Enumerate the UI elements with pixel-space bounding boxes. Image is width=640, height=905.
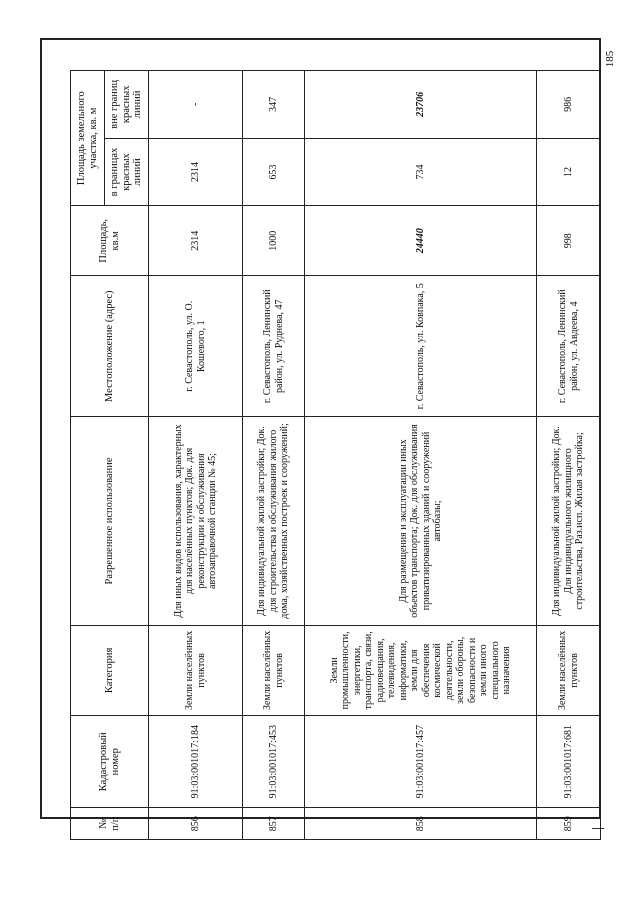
- header-num: № п/п: [71, 808, 149, 840]
- cell-outside: -: [149, 71, 243, 139]
- cell-category: Земли населённых пунктов: [537, 625, 601, 715]
- cell-within: 734: [305, 138, 537, 206]
- table-row: [537, 71, 601, 840]
- cell-num: 859: [537, 808, 601, 840]
- cell-outside: 347: [243, 71, 305, 139]
- cell-location: г. Севастополь, ул. Ковпака, 5: [305, 276, 537, 417]
- cell-cadastral: 91:03:001017:184: [149, 715, 243, 807]
- cell-cadastral: 91:03:001017:681: [537, 715, 601, 807]
- cell-usage: Для размещения и эксплуатации иных объектов транспорта; Док. для обслуживания приватизированных зданий и сооружений автобазы;: [305, 417, 537, 626]
- cell-area: 998: [537, 206, 601, 276]
- cell-within: 653: [243, 138, 305, 206]
- cell-num: 857: [243, 808, 305, 840]
- table-row: [149, 71, 243, 840]
- cell-area: 2314: [149, 206, 243, 276]
- cell-area: 1000: [243, 206, 305, 276]
- header-usage: Разрешенное использование: [71, 417, 149, 626]
- cell-outside: 986: [537, 71, 601, 139]
- cell-usage: Для индивидуальной жилой застройки; Док. для строительства и обслуживания жилого дома, хозяйственных построек и сооружений;: [243, 417, 305, 626]
- header-category: Категория: [71, 625, 149, 715]
- header-outside: вне границ красных линий: [105, 71, 149, 139]
- cell-cadastral: 91:03:001017:457: [305, 715, 537, 807]
- cell-cadastral: 91:03:001017:453: [243, 715, 305, 807]
- cell-area: 24440: [305, 206, 537, 276]
- rotated-table-container: [70, 70, 600, 840]
- cell-location: г. Севастополь, ул. О. Кошевого, 1: [149, 276, 243, 417]
- header-within: в границах красных линий: [105, 138, 149, 206]
- cell-within: 12: [537, 138, 601, 206]
- cell-within: 2314: [149, 138, 243, 206]
- table-row: [305, 71, 537, 840]
- header-cadastral: Кадастровый номер: [71, 715, 149, 807]
- cell-category: Земли населённых пунктов: [149, 625, 243, 715]
- header-area: Площадь, кв.м: [71, 206, 149, 276]
- cell-category: Земли промышленности, энергетики, транспорта, связи, радиовещания, телевидения, информатики, земли для обеспечения космической деятельности, земли обороны, безопасности и земли иного специального назначения: [305, 625, 537, 715]
- cell-location: г. Севастополь, Ленинский район, ул. Авдеева, 4: [537, 276, 601, 417]
- land-plots-table: [70, 70, 601, 840]
- cell-outside: 23706: [305, 71, 537, 139]
- page-number: 185: [604, 50, 616, 68]
- header-location: Местоположение (адрес): [71, 276, 149, 417]
- cell-location: г. Севастополь, Ленинский район, ул. Руднева, 47: [243, 276, 305, 417]
- cell-num: 858: [305, 808, 537, 840]
- table-row: [243, 71, 305, 840]
- cell-num: 856: [149, 808, 243, 840]
- cell-usage: Для индивидуальной жилой застройки; Док. Для индивидуального жилищного строительства, Раз.исп. Жилая застройка;: [537, 417, 601, 626]
- cell-usage: Для иных видов использования, характерных для населённых пунктов; Док. для реконструкции и обслуживания автозаправочной станции № 45;: [149, 417, 243, 626]
- cell-category: Земли населённых пунктов: [243, 625, 305, 715]
- header-land-area: Площадь земельного участка, кв. м: [71, 71, 105, 206]
